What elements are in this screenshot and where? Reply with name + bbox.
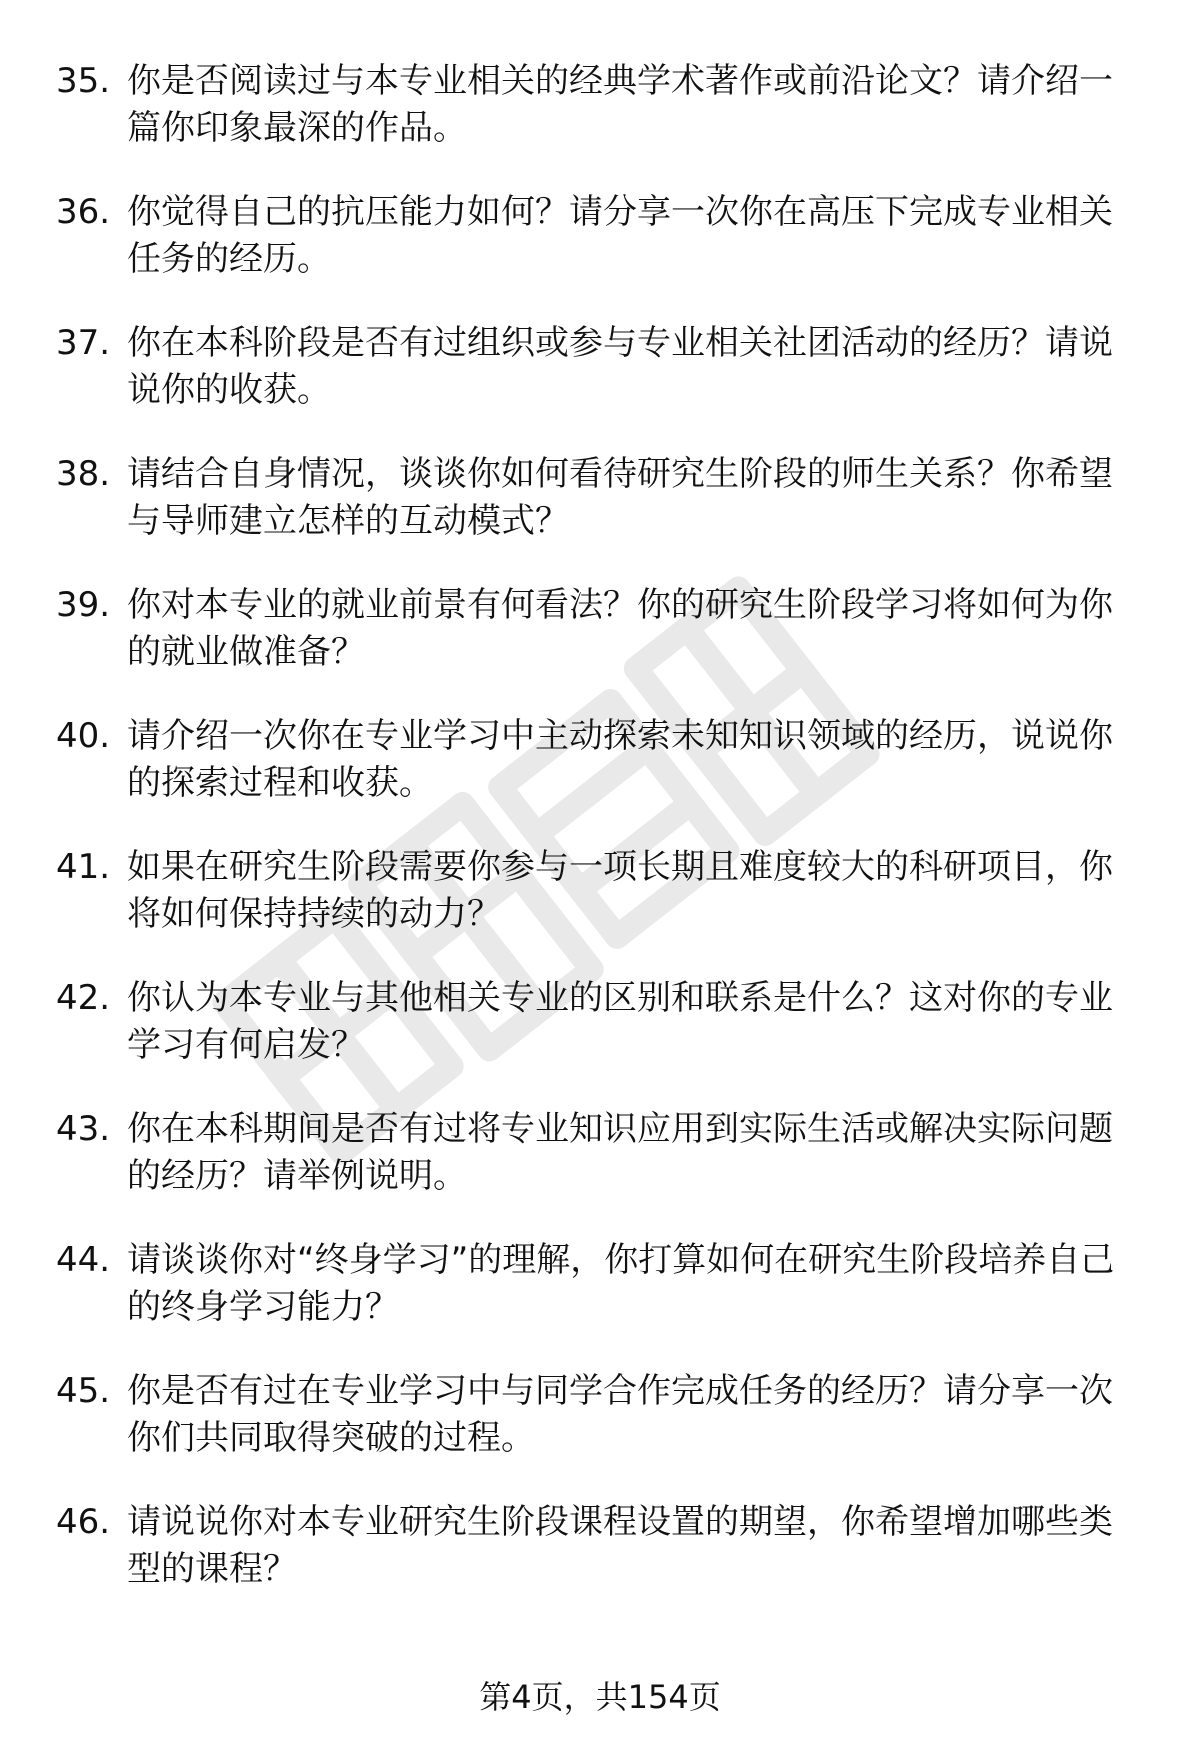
question-text: 请谈谈你对“终身学习”的理解，你打算如何在研究生阶段培养自己的终身学习能力？ [127,1240,1115,1327]
question-item [0,189,1200,320]
question-item [0,713,1200,844]
question-number: 43. [56,1109,111,1149]
question-number: 35. [56,61,111,101]
question-number: 45. [56,1371,111,1411]
question-number: 39. [56,585,111,625]
question-number: 36. [56,192,111,232]
question-text: 你觉得自己的抗压能力如何？请分享一次你在高压下完成专业相关任务的经历。 [127,192,1113,279]
page-footer: 第4页，共154页 [479,1678,721,1716]
question-text: 你在本科期间是否有过将专业知识应用到实际生活或解决实际问题的经历？请举例说明。 [127,1109,1113,1196]
question-text: 如果在研究生阶段需要你参与一项长期且难度较大的科研项目，你将如何保持持续的动力？ [127,847,1113,934]
question-text: 你是否阅读过与本专业相关的经典学术著作或前沿论文？请介绍一篇你印象最深的作品。 [127,61,1113,148]
question-number: 40. [56,716,111,756]
question-number: 38. [56,454,111,494]
question-item [0,58,1200,189]
question-item [0,451,1200,582]
question-number: 46. [56,1502,111,1542]
question-list [0,58,1200,1630]
question-item [0,844,1200,975]
question-text: 你是否有过在专业学习中与同学合作完成任务的经历？请分享一次你们共同取得突破的过程。 [127,1371,1113,1458]
question-item [0,1106,1200,1237]
question-number: 44. [56,1240,111,1280]
question-text: 你对本专业的就业前景有何看法？你的研究生阶段学习将如何为你的就业做准备？ [127,585,1113,672]
question-number: 37. [56,323,111,363]
question-item [0,1368,1200,1499]
question-text: 请结合自身情况，谈谈你如何看待研究生阶段的师生关系？你希望与导师建立怎样的互动模式？ [127,454,1113,541]
question-number: 42. [56,978,111,1018]
question-item [0,975,1200,1106]
question-text: 请介绍一次你在专业学习中主动探索未知知识领域的经历，说说你的探索过程和收获。 [127,716,1113,803]
question-item [0,1237,1200,1368]
question-text: 你认为本专业与其他相关专业的区别和联系是什么？这对你的专业学习有何启发？ [127,978,1113,1065]
question-item [0,1499,1200,1630]
question-number: 41. [56,847,111,887]
question-item [0,320,1200,451]
question-text: 你在本科阶段是否有过组织或参与专业相关社团活动的经历？请说说你的收获。 [127,323,1113,410]
question-item [0,582,1200,713]
question-text: 请说说你对本专业研究生阶段课程设置的期望，你希望增加哪些类型的课程？ [127,1502,1113,1589]
